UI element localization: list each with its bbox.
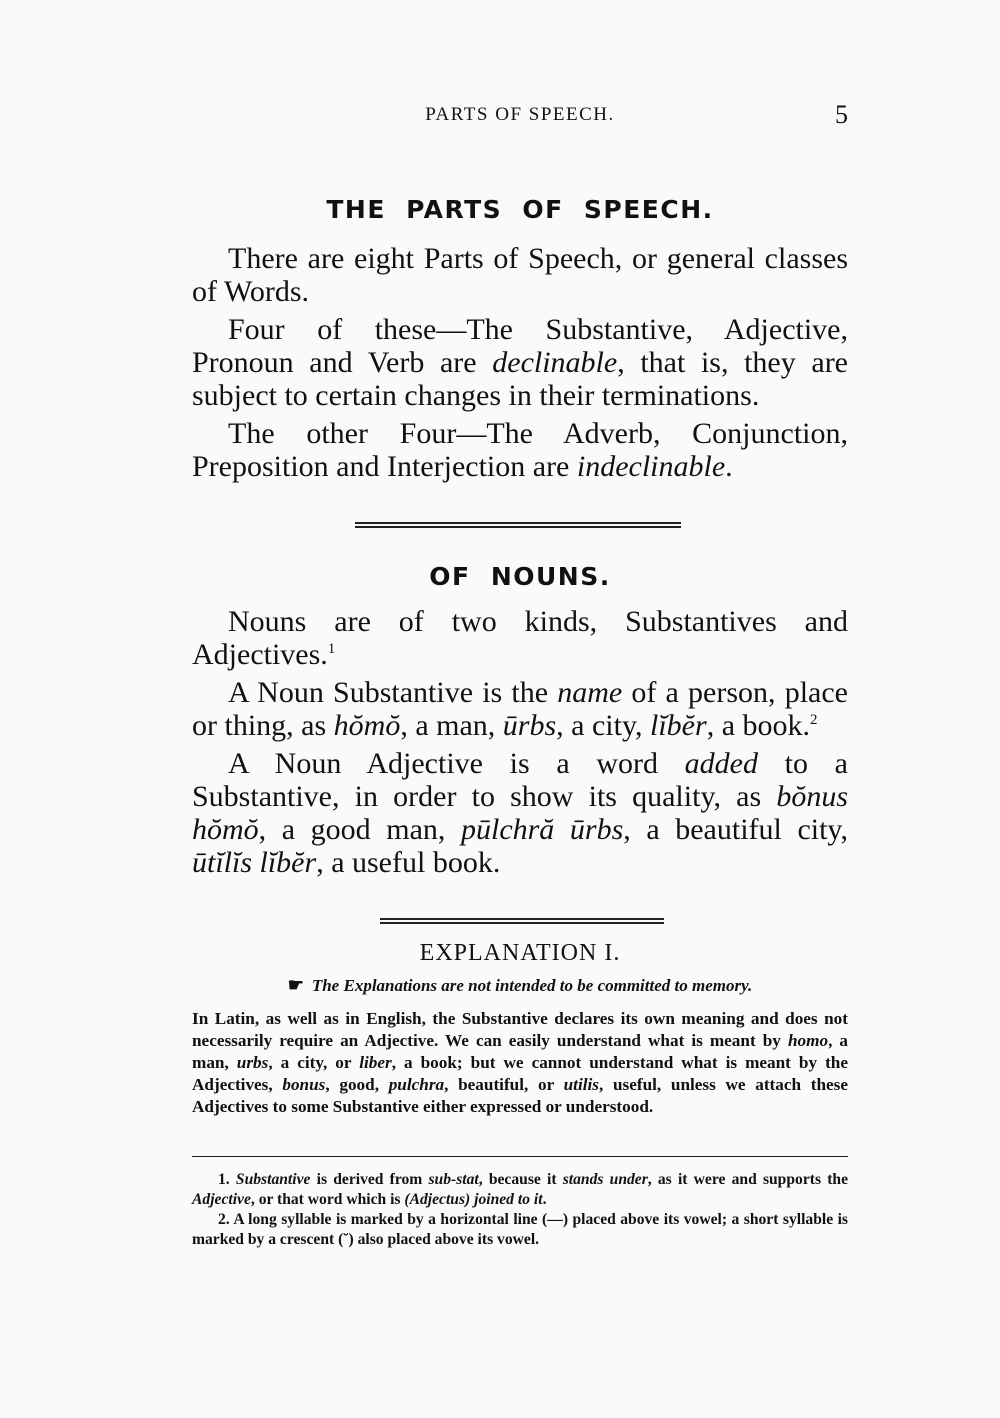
footnote-ref: 2 bbox=[810, 712, 818, 728]
section-heading: OF NOUNS. bbox=[429, 562, 611, 591]
explanation-note: ☛ The Explanations are not intended to be committed to memory. bbox=[287, 975, 753, 995]
section-body bbox=[192, 605, 848, 879]
footnote-2: 2. A long syllable is marked by a horizontal line (—) placed above its vowel; a short syllable is marked by a crescent (˘) also placed above its vowel. bbox=[192, 1211, 848, 1248]
pointing-hand-icon: ☛ bbox=[287, 975, 304, 995]
divider-rule bbox=[380, 918, 664, 924]
explanation-title: EXPLANATION I. bbox=[419, 940, 621, 966]
explanation-body: In Latin, as well as in English, the Substantive declares its own meaning and does not necessarily require an Adjective. We can easily understand what is meant by homo, a man, urbs, a city, or liber, a book; but we cannot understand what is meant by the Adjectives, bonus, good, pulchra, beautiful, or utilis, useful, unless we attach these Adjectives to some Substantive either expressed or understood. bbox=[192, 1009, 849, 1116]
running-title: PARTS OF SPEECH. bbox=[425, 104, 615, 125]
footnote-1: 1. Substantive is derived from sub-stat, because it stands under, as it were and supports the Adjective, or that word which is (Adjectus) joined to it. bbox=[192, 1171, 848, 1208]
page-number: 5 bbox=[835, 100, 848, 129]
section-body bbox=[192, 242, 848, 483]
footnotes bbox=[192, 1170, 848, 1250]
footnote-rule bbox=[192, 1156, 848, 1157]
divider-rule bbox=[355, 522, 681, 528]
paragraph: The other Four—The Adverb, Conjunction, Preposition and Interjection are indeclinable. bbox=[192, 417, 848, 483]
running-head bbox=[192, 100, 848, 130]
paragraph: A Noun Adjective is a word added to a Substantive, in order to show its quality, as bŏnus hŏmŏ, a good man, pūlchră ūrbs, a beautiful city, ūtĭlĭs lĭbĕr, a useful book. bbox=[192, 747, 848, 879]
paragraph: Four of these—The Substantive, Adjective, Pronoun and Verb are declinable, that is, they are subject to certain changes in their terminations. bbox=[192, 313, 848, 412]
paragraph: A Noun Substantive is the name of a person, place or thing, as hŏmŏ, a man, ūrbs, a city, lĭbĕr, a book.$^2$ bbox=[192, 676, 848, 742]
paragraph: Nouns are of two kinds, Substantives and Adjectives.$^1$ bbox=[192, 605, 848, 671]
footnote-ref: 1 bbox=[327, 641, 336, 657]
section-heading: THE PARTS OF SPEECH. bbox=[326, 195, 714, 224]
section-of-nouns bbox=[192, 562, 848, 879]
section-parts-of-speech bbox=[192, 195, 848, 483]
paragraph: There are eight Parts of Speech, or general classes of Words. bbox=[192, 242, 848, 308]
